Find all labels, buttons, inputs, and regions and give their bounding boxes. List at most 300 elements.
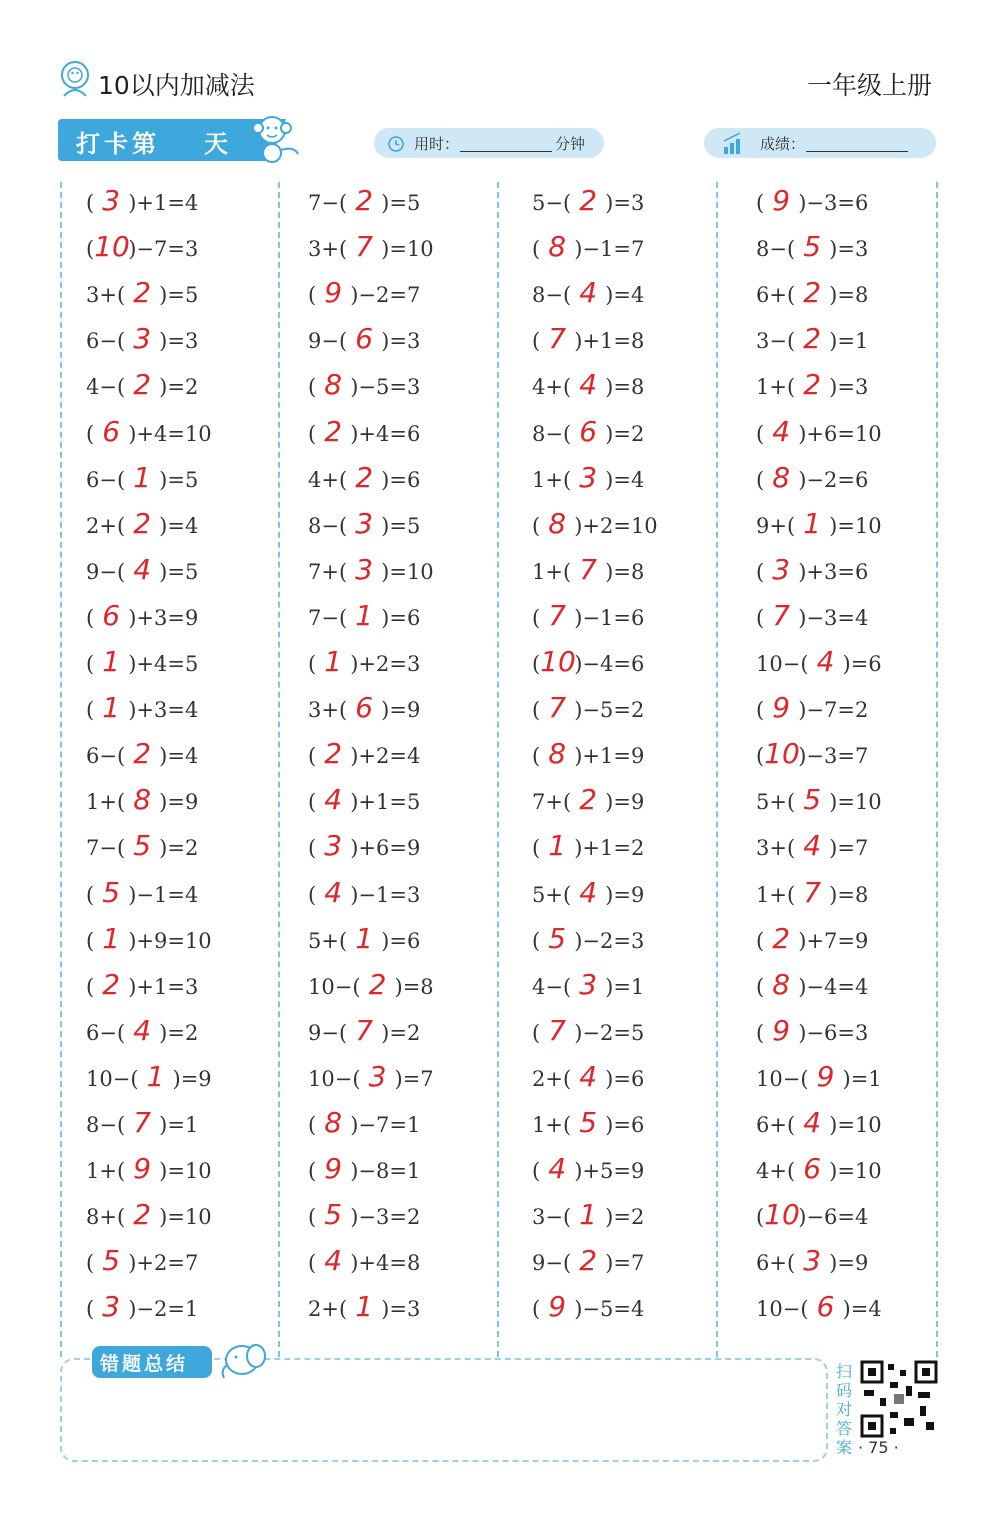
handwritten-answer[interactable]: 9	[772, 691, 791, 725]
equation-prefix: 9−(	[308, 1020, 348, 1045]
equation-prefix: (	[532, 237, 541, 262]
equation-suffix: )+3=6	[798, 559, 869, 584]
time-label: 用时：	[414, 135, 460, 153]
equation-row	[756, 1011, 868, 1051]
equation-prefix: 1+(	[86, 790, 126, 815]
handwritten-answer[interactable]: 5	[579, 1106, 598, 1139]
equation-row	[532, 642, 644, 682]
handwritten-answer[interactable]: 2	[579, 1244, 598, 1278]
handwritten-answer[interactable]: 2	[803, 322, 822, 356]
handwritten-answer[interactable]: 9	[548, 1290, 567, 1324]
equation-suffix: )=9	[605, 790, 645, 815]
handwritten-answer[interactable]: 6	[803, 1152, 822, 1186]
equation-prefix: 1+(	[532, 559, 572, 584]
equation-prefix: (	[532, 513, 541, 538]
equation-row	[86, 365, 198, 405]
equation-suffix: )=2	[605, 421, 645, 446]
equation-prefix: (	[308, 375, 317, 400]
equation-row	[86, 596, 198, 636]
equation-prefix: 5−(	[532, 191, 572, 215]
equation-prefix: (	[532, 698, 541, 723]
equation-suffix: )=2	[159, 1020, 199, 1045]
equation-row	[756, 734, 868, 774]
equation-row	[308, 181, 420, 221]
equation-prefix: (	[308, 652, 317, 676]
qr-code-icon[interactable]	[860, 1360, 938, 1438]
equation-row	[86, 873, 198, 913]
equation-row	[308, 412, 420, 452]
equation-prefix: (	[756, 744, 765, 769]
handwritten-answer[interactable]: 7	[548, 691, 567, 725]
clock-icon	[386, 133, 406, 153]
handwritten-answer[interactable]: 2	[803, 276, 822, 310]
equation-row	[756, 1241, 868, 1281]
handwritten-answer[interactable]: 9	[772, 184, 791, 217]
handwritten-answer[interactable]: 2	[368, 967, 387, 1001]
handwritten-answer[interactable]: 3	[368, 1059, 387, 1093]
equation-row	[756, 919, 868, 959]
equation-prefix: 4−(	[86, 375, 126, 400]
equation-row	[86, 734, 198, 774]
handwritten-answer[interactable]: 5	[803, 230, 822, 264]
equation-suffix: )=3	[829, 237, 869, 262]
handwritten-answer[interactable]: 2	[133, 737, 152, 771]
equation-row	[532, 1149, 644, 1189]
handwritten-answer[interactable]: 7	[355, 1013, 374, 1047]
equation-suffix: )=5	[159, 467, 199, 492]
equation-row	[308, 550, 434, 590]
equation-suffix: )−3=7	[798, 744, 869, 769]
equation-row	[532, 780, 644, 820]
equation-suffix: )=5	[159, 559, 199, 584]
handwritten-answer[interactable]: 7	[355, 230, 374, 264]
equation-suffix: )=6	[842, 652, 882, 676]
equation-row	[756, 873, 868, 913]
equation-prefix: 10−(	[756, 652, 809, 676]
handwritten-answer[interactable]: 10	[764, 737, 800, 771]
equation-prefix: 2+(	[308, 1297, 348, 1322]
handwritten-answer[interactable]: 7	[772, 598, 791, 632]
equation-prefix: 6+(	[756, 1251, 796, 1276]
qr-label: 扫码对答案	[836, 1362, 853, 1457]
equation-row	[86, 181, 198, 221]
handwritten-answer[interactable]: 6	[102, 414, 121, 448]
handwritten-answer[interactable]: 8	[548, 230, 567, 264]
equation-suffix: )+7=9	[798, 928, 869, 953]
equation-prefix: (	[756, 467, 765, 492]
summary-label: 错题总结	[100, 1353, 189, 1375]
equation-row	[532, 1241, 644, 1281]
equation-row	[756, 365, 868, 405]
equation-row	[308, 688, 420, 728]
handwritten-answer[interactable]: 4	[324, 783, 343, 817]
checkin-label: 打卡第	[76, 130, 160, 158]
handwritten-answer[interactable]: 8	[324, 368, 343, 402]
handwritten-answer[interactable]: 3	[579, 967, 598, 1001]
equation-suffix: )=10	[829, 1159, 882, 1184]
handwritten-answer[interactable]: 6	[579, 414, 598, 448]
equation-suffix: )−5=2	[574, 698, 645, 723]
handwritten-answer[interactable]: 5	[133, 829, 152, 863]
equation-suffix: )+4=6	[350, 421, 421, 446]
handwritten-answer[interactable]: 3	[803, 1244, 822, 1278]
equation-suffix: )=8	[605, 559, 645, 584]
equation-suffix: )+1=2	[574, 836, 645, 861]
equation-suffix: )=2	[159, 836, 199, 861]
equation-suffix: )+4=8	[350, 1251, 421, 1276]
equation-row	[756, 273, 868, 313]
handwritten-answer[interactable]: 4	[816, 645, 835, 678]
handwritten-answer[interactable]: 2	[102, 967, 121, 1001]
handwritten-answer[interactable]: 10	[94, 230, 130, 264]
equation-prefix: (	[756, 191, 765, 215]
equation-prefix: 8−(	[532, 283, 572, 308]
equation-prefix: 6−(	[86, 1020, 126, 1045]
equation-suffix: )−7=3	[128, 237, 199, 262]
equation-prefix: 8−(	[86, 1113, 126, 1137]
handwritten-answer[interactable]: 5	[803, 783, 822, 817]
workbook-title: 10以内加减法	[98, 71, 255, 100]
handwritten-answer[interactable]: 4	[579, 368, 598, 402]
handwritten-answer[interactable]: 3	[579, 460, 598, 494]
equation-suffix: )=5	[159, 283, 199, 308]
handwritten-answer[interactable]: 2	[772, 921, 791, 955]
handwritten-answer[interactable]: 8	[772, 967, 791, 1001]
handwritten-answer[interactable]: 1	[579, 1198, 598, 1232]
equation-prefix: (	[86, 1251, 95, 1276]
handwritten-answer[interactable]: 7	[548, 322, 567, 356]
score-label: 成绩：	[760, 135, 806, 153]
equation-suffix: )−7=2	[798, 698, 869, 723]
equation-row	[756, 1103, 882, 1143]
handwritten-answer[interactable]: 4	[579, 875, 598, 909]
equation-suffix: )=1	[842, 1066, 882, 1091]
handwritten-answer[interactable]: 1	[803, 506, 822, 540]
equation-prefix: (	[756, 421, 765, 446]
equation-prefix: (	[308, 836, 317, 861]
handwritten-answer[interactable]: 2	[803, 368, 822, 402]
equation-prefix: 6−(	[86, 744, 126, 769]
equation-row	[86, 1241, 198, 1281]
handwritten-answer[interactable]: 6	[816, 1290, 835, 1324]
equation-row	[86, 1011, 198, 1051]
handwritten-answer[interactable]: 2	[133, 368, 152, 402]
equation-prefix: 4+(	[308, 467, 348, 492]
handwritten-answer[interactable]: 3	[355, 506, 374, 540]
handwritten-answer[interactable]: 2	[324, 414, 343, 448]
equation-suffix: )=2	[381, 1020, 421, 1045]
handwritten-answer[interactable]: 3	[133, 322, 152, 356]
equation-prefix: 10−(	[86, 1066, 139, 1091]
handwritten-answer[interactable]: 1	[355, 1290, 374, 1324]
equation-row	[532, 227, 644, 267]
handwritten-answer[interactable]: 1	[102, 645, 121, 678]
equation-suffix: )=2	[605, 1205, 645, 1230]
equation-prefix: 1+(	[532, 1113, 572, 1137]
equation-suffix: )=4	[842, 1297, 882, 1322]
equation-row	[532, 688, 644, 728]
equation-suffix: )+2=10	[574, 513, 658, 538]
handwritten-answer[interactable]: 4	[133, 552, 152, 586]
handwritten-answer[interactable]: 10	[764, 1198, 800, 1232]
handwritten-answer[interactable]: 9	[816, 1059, 835, 1093]
equation-row	[532, 1287, 644, 1327]
equation-prefix: (	[86, 605, 95, 630]
handwritten-answer[interactable]: 8	[772, 460, 791, 494]
equation-row	[308, 273, 420, 313]
handwritten-answer[interactable]: 1	[324, 645, 343, 678]
equation-row	[86, 273, 198, 313]
equation-prefix: 9−(	[308, 329, 348, 354]
handwritten-answer[interactable]: 4	[803, 1106, 822, 1139]
equation-suffix: )=7	[394, 1066, 434, 1091]
handwritten-answer[interactable]: 6	[102, 598, 121, 632]
equation-prefix: 3−(	[532, 1205, 572, 1230]
equation-suffix: )=9	[381, 698, 421, 723]
equation-prefix: 7+(	[532, 790, 572, 815]
handwritten-answer[interactable]: 9	[324, 276, 343, 310]
equation-row	[308, 919, 420, 959]
equation-row	[86, 412, 212, 452]
handwritten-answer[interactable]: 10	[540, 645, 576, 678]
handwritten-answer[interactable]: 6	[355, 322, 374, 356]
equation-row	[532, 181, 644, 221]
equation-suffix: )=5	[381, 513, 421, 538]
handwritten-answer[interactable]: 5	[102, 875, 121, 909]
equation-prefix: 8−(	[756, 237, 796, 262]
equation-suffix: )=9	[159, 790, 199, 815]
equation-suffix: )−2=7	[350, 283, 421, 308]
equation-prefix: (	[532, 1020, 541, 1045]
handwritten-answer[interactable]: 3	[355, 552, 374, 586]
handwritten-answer[interactable]: 4	[324, 1244, 343, 1278]
handwritten-answer[interactable]: 2	[355, 184, 374, 217]
equation-prefix: (	[308, 1205, 317, 1230]
equation-row	[532, 412, 644, 452]
equation-row	[86, 319, 198, 359]
equation-suffix: )=4	[159, 744, 199, 769]
equation-row	[532, 1103, 644, 1143]
equation-prefix: (	[532, 1159, 541, 1184]
handwritten-answer[interactable]: 8	[548, 737, 567, 771]
handwritten-answer[interactable]: 4	[579, 276, 598, 310]
equation-row	[308, 458, 420, 498]
handwritten-answer[interactable]: 7	[133, 1106, 152, 1139]
equation-prefix: 1+(	[756, 882, 796, 907]
handwritten-answer[interactable]: 1	[146, 1059, 165, 1093]
handwritten-answer[interactable]: 1	[102, 921, 121, 955]
equation-prefix: (	[86, 698, 95, 723]
equation-row	[756, 550, 868, 590]
equation-prefix: (	[86, 191, 95, 215]
equation-row	[86, 642, 198, 682]
equation-suffix: )=1	[829, 329, 869, 354]
equation-row	[308, 1241, 420, 1281]
equation-row	[532, 826, 644, 866]
equation-row	[86, 919, 212, 959]
equation-prefix: (	[308, 421, 317, 446]
equation-row	[532, 273, 644, 313]
equation-row	[86, 688, 198, 728]
handwritten-answer[interactable]: 4	[133, 1013, 152, 1047]
handwritten-answer[interactable]: 8	[133, 783, 152, 817]
equation-suffix: )=4	[159, 513, 199, 538]
equation-row	[308, 1011, 420, 1051]
column-divider	[278, 182, 280, 1357]
equation-suffix: )+4=5	[128, 652, 199, 676]
equation-row	[532, 550, 644, 590]
equation-row	[308, 596, 420, 636]
equation-prefix: 3+(	[86, 283, 126, 308]
equation-row	[756, 688, 868, 728]
handwritten-answer[interactable]: 1	[355, 598, 374, 632]
equation-suffix: )=10	[381, 237, 434, 262]
handwritten-answer[interactable]: 4	[803, 829, 822, 863]
equation-suffix: )+6=9	[350, 836, 421, 861]
handwritten-answer[interactable]: 1	[355, 921, 374, 955]
equation-prefix: (	[532, 836, 541, 861]
equation-row	[756, 319, 868, 359]
equation-suffix: )=3	[381, 1297, 421, 1322]
equation-prefix: 7−(	[86, 836, 126, 861]
handwritten-answer[interactable]: 9	[133, 1152, 152, 1186]
handwritten-answer[interactable]: 3	[324, 829, 343, 863]
score-blank[interactable]	[806, 151, 908, 152]
equation-suffix: )−3=2	[350, 1205, 421, 1230]
equation-suffix: )=6	[381, 467, 421, 492]
equation-prefix: 8−(	[532, 421, 572, 446]
handwritten-answer[interactable]: 4	[772, 414, 791, 448]
equation-suffix: )=8	[829, 283, 869, 308]
equation-prefix: 5+(	[532, 882, 572, 907]
handwritten-answer[interactable]: 7	[548, 1013, 567, 1047]
bar-graph-icon	[722, 131, 748, 155]
handwritten-answer[interactable]: 5	[102, 1244, 121, 1278]
handwritten-answer[interactable]: 9	[324, 1152, 343, 1186]
equation-prefix: (	[86, 974, 95, 999]
equation-prefix: (	[756, 698, 765, 723]
equation-prefix: 4+(	[756, 1159, 796, 1184]
monkey-icon	[248, 110, 304, 166]
handwritten-answer[interactable]: 5	[324, 1198, 343, 1232]
handwritten-answer[interactable]: 2	[355, 460, 374, 494]
equation-suffix: )−6=3	[798, 1020, 869, 1045]
equation-suffix: )=10	[829, 790, 882, 815]
equation-suffix: )=10	[829, 1113, 882, 1137]
handwritten-answer[interactable]: 1	[133, 460, 152, 494]
equation-prefix: 5+(	[308, 928, 348, 953]
equation-suffix: )=4	[605, 467, 645, 492]
equation-prefix: (	[308, 790, 317, 815]
equation-prefix: (	[756, 1020, 765, 1045]
equation-suffix: )+6=10	[798, 421, 882, 446]
equation-suffix: )+1=5	[350, 790, 421, 815]
equation-prefix: (	[86, 882, 95, 907]
equation-suffix: )=1	[159, 1113, 199, 1137]
equation-suffix: )=10	[159, 1159, 212, 1184]
equation-suffix: )=4	[605, 283, 645, 308]
equation-suffix: )=3	[159, 329, 199, 354]
equation-suffix: )=9	[829, 1251, 869, 1276]
handwritten-answer[interactable]: 4	[579, 1059, 598, 1093]
equation-row	[756, 412, 882, 452]
equation-row	[86, 550, 198, 590]
equation-suffix: )=10	[381, 559, 434, 584]
handwritten-answer[interactable]: 3	[102, 184, 121, 217]
equation-suffix: )=3	[381, 329, 421, 354]
equation-suffix: )−2=5	[574, 1020, 645, 1045]
handwritten-answer[interactable]: 6	[355, 691, 374, 725]
handwritten-answer[interactable]: 4	[324, 875, 343, 909]
equation-prefix: 8−(	[308, 513, 348, 538]
equation-suffix: )=10	[159, 1205, 212, 1230]
equation-prefix: 7+(	[308, 559, 348, 584]
equation-prefix: (	[308, 1251, 317, 1276]
checkin-day-suffix: 天	[204, 130, 228, 158]
handwritten-answer[interactable]: 7	[579, 552, 598, 586]
equation-suffix: )=8	[605, 375, 645, 400]
handwritten-answer[interactable]: 3	[772, 552, 791, 586]
equation-suffix: )+1=4	[128, 191, 199, 215]
equation-suffix: )+3=9	[128, 605, 199, 630]
equation-suffix: )=7	[605, 1251, 645, 1276]
equation-row	[86, 504, 198, 544]
equation-prefix: (	[532, 329, 541, 354]
page-number: · 75 ·	[858, 1438, 899, 1457]
handwritten-answer[interactable]: 2	[133, 276, 152, 310]
equation-suffix: )−2=3	[574, 928, 645, 953]
handwritten-answer[interactable]: 8	[548, 506, 567, 540]
handwritten-answer[interactable]: 1	[548, 829, 567, 863]
handwritten-answer[interactable]: 8	[324, 1106, 343, 1139]
equation-suffix: )−2=1	[128, 1297, 199, 1322]
handwritten-answer[interactable]: 3	[102, 1290, 121, 1324]
handwritten-answer[interactable]: 2	[133, 1198, 152, 1232]
handwritten-answer[interactable]: 2	[579, 184, 598, 217]
equation-row	[308, 780, 420, 820]
handwritten-answer[interactable]: 5	[548, 921, 567, 955]
equation-suffix: )−1=4	[128, 882, 199, 907]
handwritten-answer[interactable]: 7	[803, 875, 822, 909]
equation-suffix: )=9	[605, 882, 645, 907]
left-border	[60, 182, 62, 1357]
handwritten-answer[interactable]: 2	[579, 783, 598, 817]
handwritten-answer[interactable]: 2	[324, 737, 343, 771]
equation-prefix: (	[86, 237, 95, 262]
equation-row	[308, 965, 434, 1005]
equation-prefix: 7−(	[308, 191, 348, 215]
equation-prefix: (	[756, 605, 765, 630]
equation-prefix: 10−(	[308, 1066, 361, 1091]
handwritten-answer[interactable]: 1	[102, 691, 121, 725]
equation-prefix: 3+(	[756, 836, 796, 861]
equation-row	[86, 458, 198, 498]
equation-suffix: )−1=7	[574, 237, 645, 262]
equation-row	[756, 1149, 882, 1189]
equation-row	[532, 504, 658, 544]
handwritten-answer[interactable]: 4	[548, 1152, 567, 1186]
handwritten-answer[interactable]: 7	[548, 598, 567, 632]
equation-row	[308, 734, 420, 774]
time-blank[interactable]	[460, 151, 552, 152]
equation-suffix: )=2	[159, 375, 199, 400]
equation-suffix: )−3=6	[798, 191, 869, 215]
equation-suffix: )−2=6	[798, 467, 869, 492]
handwritten-answer[interactable]: 2	[133, 506, 152, 540]
handwritten-answer[interactable]: 9	[772, 1013, 791, 1047]
equation-row	[86, 965, 198, 1005]
equation-row	[532, 458, 644, 498]
